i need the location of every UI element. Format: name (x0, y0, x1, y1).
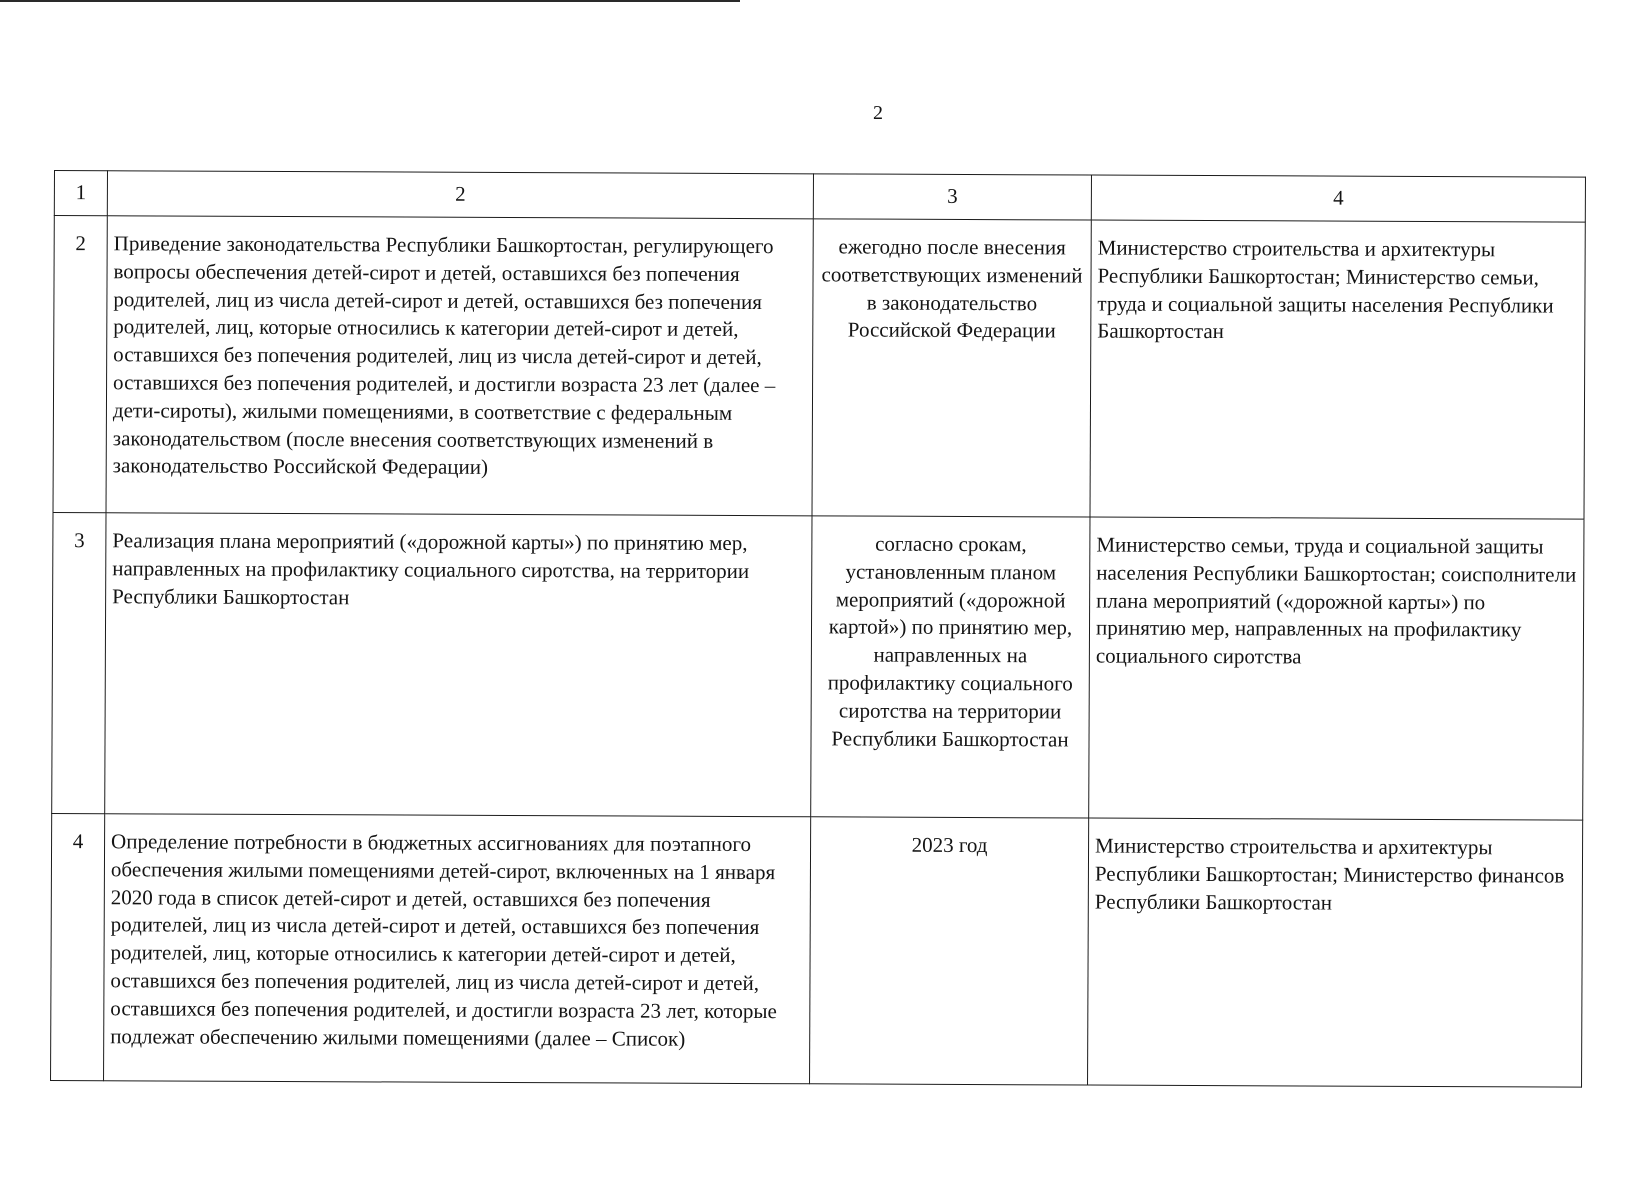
page-number: 2 (873, 102, 883, 124)
measure-term: согласно срокам, установленным планом мероприятий («дорожной картой») по принятию мер, направленных на профилактику социального сиротства на территории Республики Башкортостан (811, 516, 1090, 818)
measures-table (50, 170, 1586, 1088)
table-row (53, 216, 1585, 520)
measure-description: Реализация плана мероприятий («дорожной карты») по принятию мер, направленных на профилактику социального сиротства, на территории Республики Башкортостан (105, 513, 812, 817)
row-number: 2 (53, 216, 107, 513)
column-number-2: 2 (107, 171, 813, 219)
scan-edge-line (0, 0, 740, 2)
row-number: 3 (52, 512, 106, 813)
row-number: 4 (51, 813, 105, 1080)
responsible-executors: Министерство семьи, труда и социальной защиты населения Республики Башкортостан; соисполнители плана мероприятий («дорожной карты») по принятию мер, направленных на профилактику социального сиротства (1089, 517, 1584, 820)
column-number-3: 3 (813, 174, 1091, 220)
responsible-executors: Министерство строительства и архитектуры Республики Башкортостан; Министерство финансов Республики Башкортостан (1088, 818, 1583, 1087)
table-row (52, 512, 1584, 820)
measure-term: ежегодно после внесения соответствующих изменений в законодательство Российской Федерации (812, 219, 1091, 517)
measure-description: Определение потребности в бюджетных ассигнованиях для поэтапного обеспечения жилыми помещениями детей-сирот, включенных на 1 января 2020 года в список детей-сирот и детей, оставшихся без попечения родителей, лиц из числа детей-сирот и детей, оставшихся без попечения родителей, лиц, которые относились к категории детей-сирот и детей, оставшихся без попечения родителей, лиц из числа детей-сирот и детей, оставшихся без попечения родителей, и достигли возраста 23 лет, которые подлежат обеспечению жилыми помещениями (далее – Список) (104, 814, 811, 1084)
column-number-4: 4 (1091, 175, 1585, 222)
table-row (51, 813, 1583, 1087)
column-number-1: 1 (54, 171, 107, 216)
measure-term: 2023 год (810, 817, 1089, 1085)
measure-description: Приведение законодательства Республики Башкортостан, регулирующего вопросы обеспечения детей-сирот и детей, оставшихся без попечения родителей, лиц из числа детей-сирот и детей, оставшихся без попечения родителей, лиц, которые относились к категории детей-сирот и детей, оставшихся без попечения родителей, лиц из числа детей-сирот и детей, оставшихся без попечения родителей, и достигли возраста 23 лет (далее – дети-сироты), жилыми помещениями, в соответствие с федеральным законодательством (после внесения соответствующих изменений в законодательство Российской Федерации) (106, 216, 813, 516)
responsible-executors: Министерство строительства и архитектуры Республики Башкортостан; Министерство семьи, труда и социальной защиты населения Республики Башкортостан (1090, 220, 1585, 519)
table-header-row (54, 171, 1585, 223)
